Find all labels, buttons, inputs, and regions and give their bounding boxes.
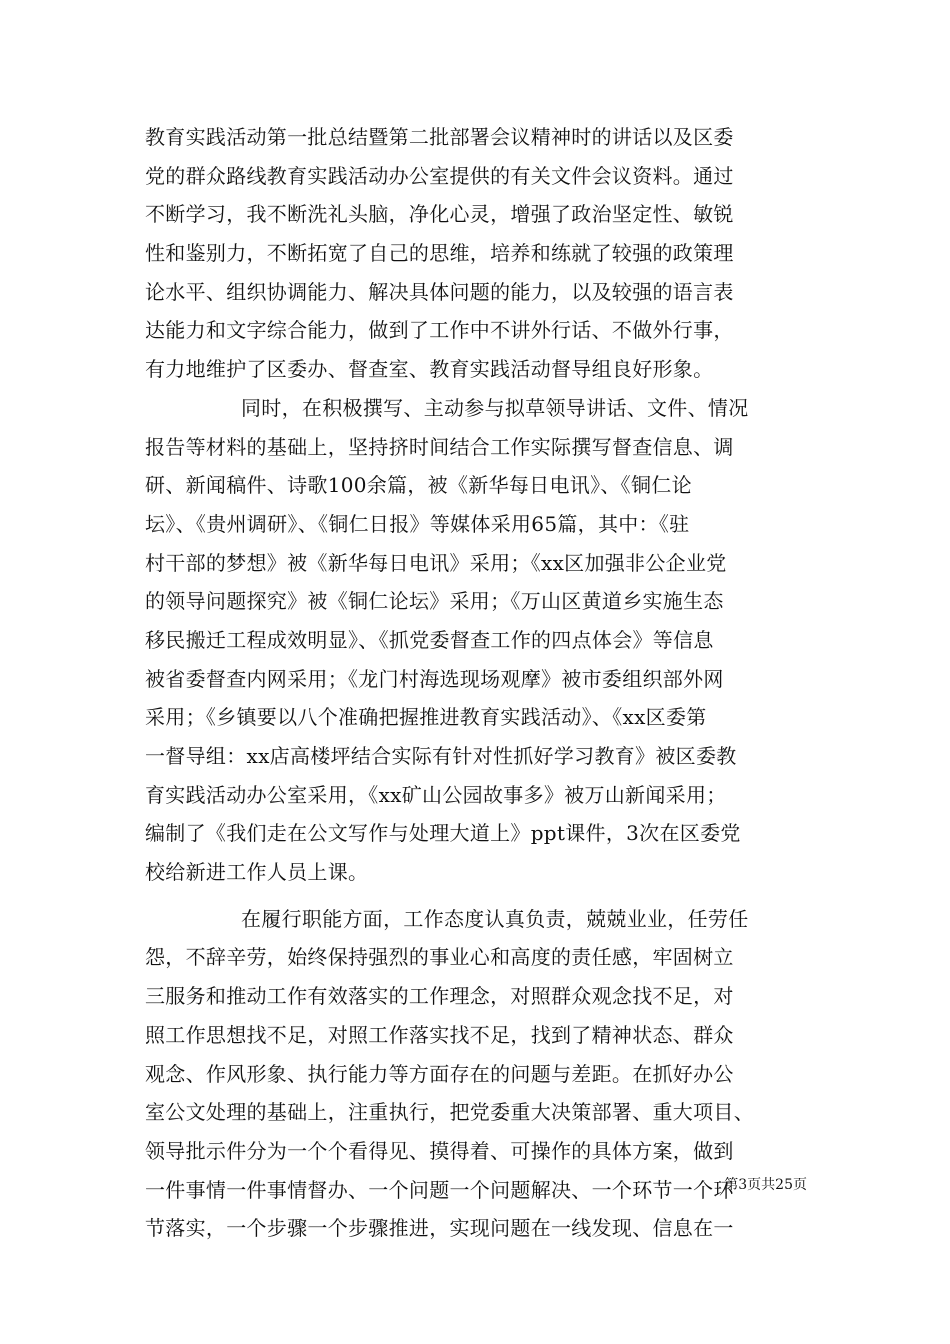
text-line: 性和鉴别力，不断拓宽了自己的思维，培养和练就了较强的政策理: [145, 241, 734, 266]
paragraph-start-line: 同时，在积极撰写、主动参与拟草领导讲话、文件、情况: [241, 395, 749, 420]
text-line: 的领导问题探究》被《铜仁论坛》采用；《万山区黄道乡实施生态: [145, 589, 724, 614]
text-line: 达能力和文字综合能力，做到了工作中不讲外行话、不做外行事，: [145, 318, 734, 343]
text-line: 育实践活动办公室采用，《xx矿山公园故事多》被万山新闻采用；: [145, 782, 727, 807]
text-line: 领导批示件分为一个个看得见、摸得着、可操作的具体方案，做到: [145, 1138, 734, 1163]
text-line: 怨，不辞辛劳，始终保持强烈的事业心和高度的责任感，牢固树立: [145, 945, 734, 970]
text-line: 不断学习，我不断洗礼头脑，净化心灵，增强了政治坚定性、敏锐: [145, 202, 734, 227]
text-line: 被省委督查内网采用；《龙门村海选现场观摩》被市委组织部外网: [145, 666, 724, 691]
page-number-footer: 第3页共25页: [724, 1177, 807, 1193]
paragraph-start-line: 在履行职能方面，工作态度认真负责，兢兢业业，任劳任: [241, 906, 749, 931]
text-line: 坛》、《贵州调研》、《铜仁日报》等媒体采用65篇，其中：《驻: [145, 511, 690, 536]
text-line: 移民搬迁工程成效明显》、《抓党委督查工作的四点体会》等信息: [145, 627, 714, 652]
text-line: 照工作思想找不足，对照工作落实找不足，找到了精神状态、群众: [145, 1022, 734, 1047]
body-text: [145, 118, 810, 1248]
text-line: 节落实，一个步骤一个步骤推进，实现问题在一线发现、信息在一: [145, 1216, 734, 1241]
text-line: 室公文处理的基础上，注重执行，把党委重大决策部署、重大项目、: [145, 1100, 754, 1125]
text-line: 观念、作风形象、执行能力等方面存在的问题与差距。在抓好办公: [145, 1061, 734, 1086]
text-line: 研、新闻稿件、诗歌100余篇，被《新华每日电讯》、《铜仁论: [145, 473, 692, 498]
text-line: 有力地维护了区委办、督查室、教育实践活动督导组良好形象。: [145, 357, 714, 382]
text-line: 校给新进工作人员上课。: [145, 860, 369, 885]
text-line: 报告等材料的基础上，坚持挤时间结合工作实际撰写督查信息、调: [145, 434, 734, 459]
text-line: 论水平、组织协调能力、解决具体问题的能力，以及较强的语言表: [145, 279, 734, 304]
text-line: 编制了《我们走在公文写作与处理大道上》ppt课件，3次在区委党: [145, 821, 741, 846]
text-line: 一督导组：xx店高楼坪结合实际有针对性抓好学习教育》被区委教: [145, 744, 737, 768]
text-line: 三服务和推动工作有效落实的工作理念，对照群众观念找不足，对: [145, 984, 734, 1009]
text-line: 采用；《乡镇要以八个准确把握推进教育实践活动》、《xx区委第: [145, 705, 707, 730]
text-line: 教育实践活动第一批总结暨第二批部署会议精神时的讲话以及区委: [145, 125, 734, 149]
text-line: 一件事情一件事情督办、一个问题一个问题解决、一个环节一个环: [145, 1177, 734, 1202]
text-line: 村干部的梦想》被《新华每日电讯》采用；《xx区加强非公企业党: [145, 550, 727, 575]
text-line: 党的群众路线教育实践活动办公室提供的有关文件会议资料。通过: [145, 163, 734, 188]
